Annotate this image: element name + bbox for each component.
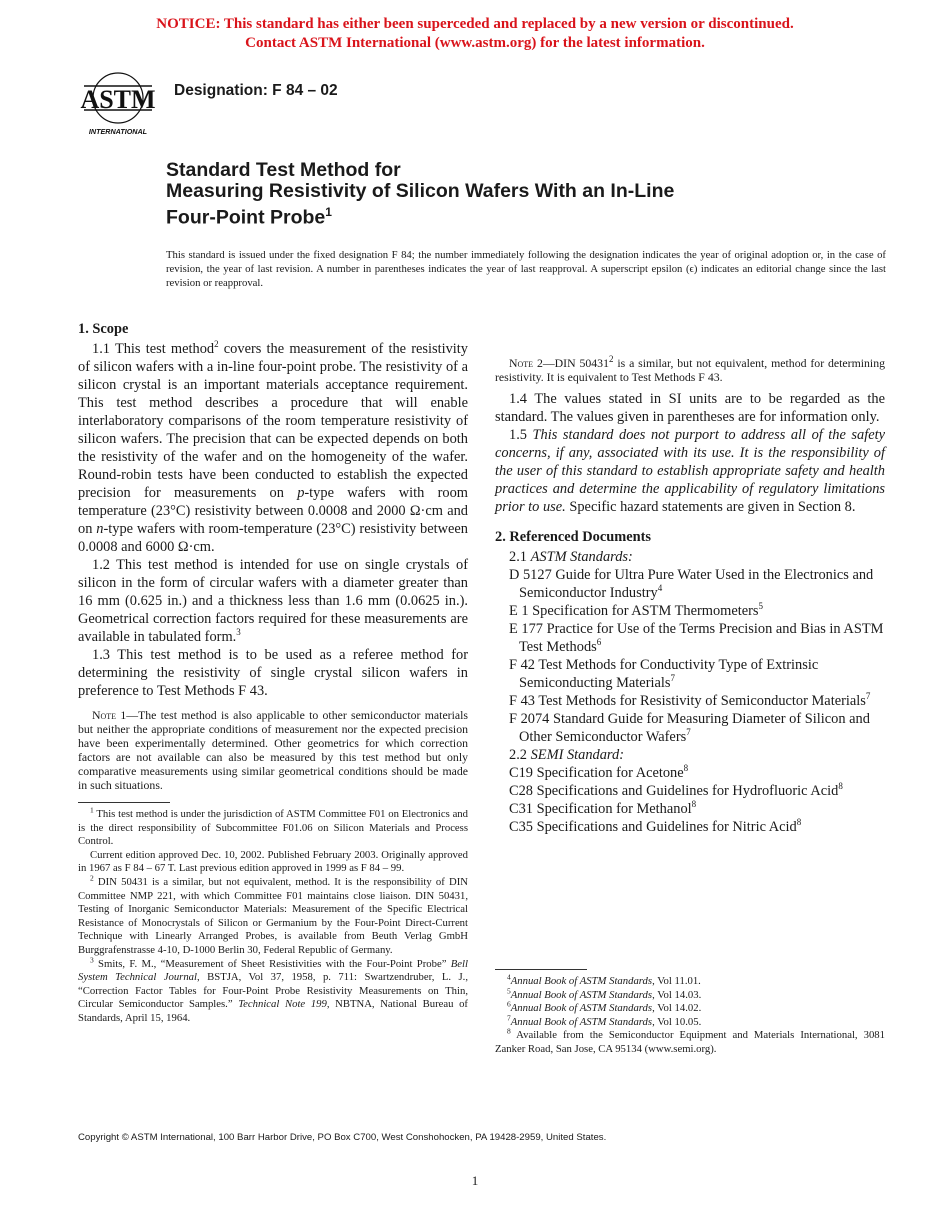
title-footnote-ref[interactable]: 1 (325, 205, 332, 219)
astm-standards-subheading: 2.1 ASTM Standards: (509, 549, 633, 565)
semi-reference-1: C28 Specifications and Guidelines for Hydrofluoric Acid$^8$ (509, 781, 843, 799)
footnote-ref[interactable]: 4 (657, 583, 663, 594)
astm-standards-list (495, 566, 885, 746)
copyright-line: Copyright © ASTM International, 100 Barr Harbor Drive, PO Box C700, West Conshohocken, PA 19428-2959, United States. (78, 1132, 607, 1143)
designation: Designation: F 84 – 02 (174, 82, 338, 99)
superseded-notice (0, 15, 950, 53)
footnote-1: $^1$ This test method is under the jurisdiction of ASTM Committee F01 on Electronics and is the direct responsibility of Subcommittee F01.06 on Silicon Materials and Process Control. (78, 805, 468, 848)
astm-reference-5: F 2074 Standard Guide for Measuring Diameter of Silicon and Other Semiconductor Wafers$^7$ (509, 711, 870, 745)
footnotes-right (495, 972, 885, 1057)
semi-reference-3: C35 Specifications and Guidelines for Nitric Acid$^8$ (509, 817, 802, 835)
paragraph-1-1: 1.1 This test method$^2$ covers the measurement of the resistivity of silicon wafers with a in-line four-point probe. The resistivity of a silicon crystal is an important materials acceptance requirement. This test method describes a procedure that will enable interlaboratory comparisons of the room temperature resistivity of silicon wafers. The precision that can be expected depends on both the resistivity of the wafer and on the homogeneity of the wafer. Round-robin tests have been conducted to establish the expected precision for measurements on p-type wafers with room temperature (23°C) resistivity between 0.0008 and 2000 Ω·cm and on n-type wafers with room-temperature (23°C) resistivity between 0.0008 and 6000 Ω·cm. (78, 339, 468, 555)
issuance-statement: This standard is issued under the fixed designation F 84; the number immediately following the designation indicates the year of original adoption or, in the case of revision, the year of last revision. A number in parentheses indicates the year of last reapproval. A superscript epsilon (ϵ) indicates an editorial change since the last revision or reapproval. (166, 249, 886, 289)
astm-logo-icon (78, 64, 158, 138)
title-line-1: Standard Test Method for (166, 159, 401, 181)
notice-line-1: NOTICE: This standard has either been superceded and replaced by a new version or discontinued. (156, 16, 794, 32)
semi-standards-list (495, 764, 885, 836)
page-number: 1 (471, 1173, 479, 1188)
footnote-3: $^3$ Smits, F. M., “Measurement of Sheet Resistivities with the Four-Point Probe” Bell System Technical Journal, BSTJA, Vol 37, 1958, p. 711: Swartzendruber, L. J., “Correction Factor Tables for Four-Point Probe Resistivity Measurements on Thin, Circular Semiconductor Samples.” Technical Note 199, NBTNA, National Bureau of Standards, April 15, 1964. (78, 954, 468, 1024)
paragraph-1-3: 1.3 This test method is to be used as a referee method for determining the resistivity of single crystal silicon wafers in preference to Test Methods F 43. (78, 647, 468, 699)
footnote-ref[interactable]: 8 (796, 817, 802, 828)
footnote-ref[interactable]: 7 (670, 673, 675, 684)
footnote-ref[interactable]: 7 (686, 727, 691, 738)
document-title (166, 160, 866, 229)
footnote-5: $^5$Annual Book of ASTM Standards, Vol 14.03. (507, 986, 702, 1001)
right-column (495, 320, 885, 836)
semi-reference-0: C19 Specification for Acetone$^8$ (509, 763, 689, 781)
footnote-6: $^6$Annual Book of ASTM Standards, Vol 14.02. (507, 999, 702, 1015)
section-2-heading: 2. Referenced Documents (495, 529, 651, 545)
footnote-ref[interactable]: 7 (865, 691, 871, 702)
astm-reference-2: E 177 Practice for Use of the Terms Precision and Bias in ASTM Test Methods$^6$ (509, 621, 884, 655)
footnote-1-edition: Current edition approved Dec. 10, 2002. Published February 2003. Originally approved in 1967 as F 84 – 67 T. Last previous edition approved in 1999 as F 84 – 99. (78, 848, 468, 875)
footnote-ref[interactable]: 8 (838, 781, 843, 792)
astm-reference-0: D 5127 Guide for Ultra Pure Water Used in the Electronics and Semiconductor Industry$^4$ (509, 567, 874, 601)
note-2: Note 2—DIN 50431$^2$ is a similar, but not equivalent, method for determining resistivity. It is equivalent to Test Methods F 43. (495, 354, 885, 384)
note-1: Note 1—The test method is also applicable to other semiconductor materials but neither the appropriate conditions of measurement nor the expected precision have been experimentally determined. Other geometrics for which correction factors are not available can also be measured by this test method but only comparative measurements using similar geometrical conditions should be made in such situations. (78, 708, 468, 792)
astm-reference-1: E 1 Specification for ASTM Thermometers$^5$ (509, 601, 764, 619)
section-1-heading: 1. Scope (78, 321, 129, 337)
paragraph-1-2: 1.2 This test method is intended for use on single crystals of silicon in the form of circular wafers with a diameter greater than 16 mm (0.625 in.) and a thickness less than 1.6 mm (0.0625 in.). Geometrical correction factors required for these measurements are available in tabulated form.$^3$ (78, 557, 468, 645)
footnote-8: $^8$ Available from the Semiconductor Equipment and Materials International, 3081 Zanker Road, San Jose, CA 95134 (www.semi.org). (495, 1026, 885, 1055)
footnote-ref[interactable]: 8 (691, 799, 697, 810)
logo-wordmark: INTERNATIONAL (88, 127, 148, 136)
footnotes-left (78, 805, 468, 1026)
footnote-ref[interactable]: 8 (683, 763, 689, 774)
semi-standard-subheading: 2.2 SEMI Standard: (509, 747, 624, 763)
footnote-ref[interactable]: 5 (758, 601, 764, 612)
paragraph-1-5: 1.5 This standard does not purport to address all of the safety concerns, if any, associated with its use. It is the responsibility of the user of this standard to establish appropriate safety and health practices and determine the applicability of regulatory limitations prior to use. Specific hazard statements are given in Section 8. (495, 427, 885, 515)
title-line-3: Four-Point Probe$^1$ (166, 205, 332, 229)
notice-line-2: Contact ASTM International (www.astm.org) for the latest information. (245, 35, 705, 51)
semi-reference-2: C31 Specification for Methanol$^8$ (509, 799, 697, 817)
footnote-7: $^7$Annual Book of ASTM Standards, Vol 10.05. (507, 1013, 702, 1028)
astm-reference-3: F 42 Test Methods for Conductivity Type of Extrinsic Semiconducting Materials$^7$ (509, 657, 819, 691)
left-column (78, 320, 468, 798)
footnote-divider-right (495, 969, 587, 970)
footnote-divider-left (78, 802, 170, 803)
astm-reference-4: F 43 Test Methods for Resistivity of Semiconductor Materials$^7$ (509, 691, 871, 709)
logo-mark: ASTM (80, 85, 156, 114)
footnote-4: $^4$Annual Book of ASTM Standards, Vol 11.01. (507, 972, 701, 987)
footnote-2: $^2$ DIN 50431 is a similar, but not equivalent, method. It is the responsibility of DIN Committee NMP 221, with which Committee F01 maintains close liaison. DIN 50431, Testing of Inorganic Semiconductor Materials: Measurement of the Specific Electrical Resistance of Monocrystals of Silicon or Germanium by the Four-Point Direct-Current Technique with Linearly Arranged Probes, is available from Beuth Verlag GmbH Burggrafenstrasse 4-10, D-1000 Berlin 30, Federal Republic of Germany. (78, 873, 468, 956)
paragraph-1-4: 1.4 The values stated in SI units are to be regarded as the standard. The values given in parentheses are for information only. (495, 391, 885, 425)
title-line-2: Measuring Resistivity of Silicon Wafers With an In-Line (166, 180, 675, 202)
footnote-ref[interactable]: 6 (596, 637, 602, 648)
